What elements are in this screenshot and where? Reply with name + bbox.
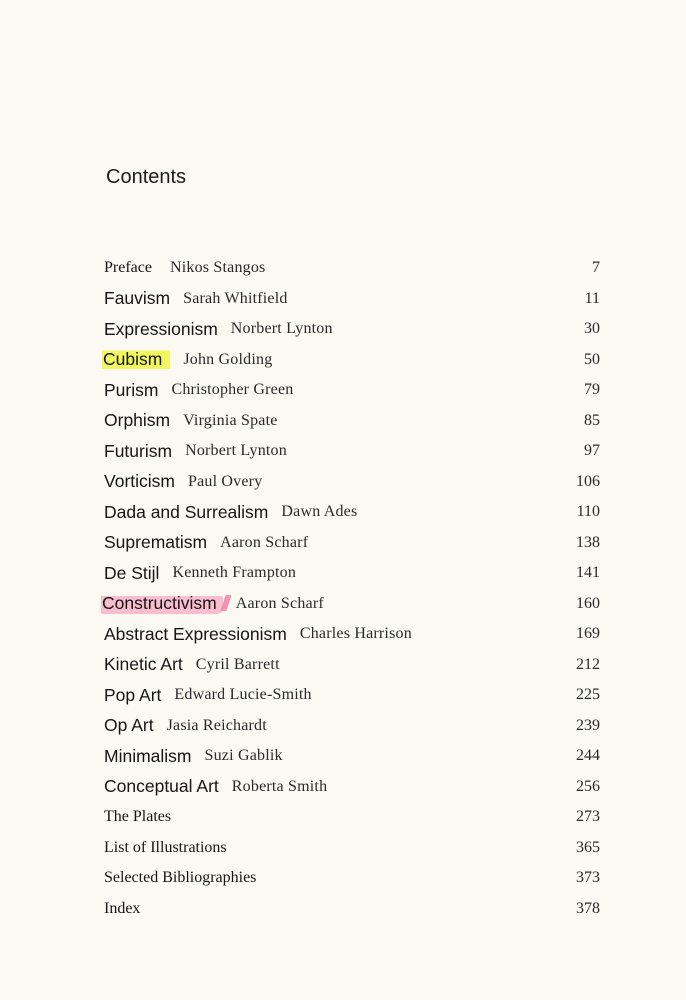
toc-entry-page-number: 378 (576, 899, 600, 917)
toc-entry-author: Dawn Ades (281, 503, 358, 521)
toc-entry (104, 253, 600, 284)
toc-entry-author: Nikos Stangos (169, 259, 266, 277)
toc-entry (104, 314, 600, 345)
toc-entry-title: Orphism (104, 410, 171, 431)
table-of-contents (104, 253, 600, 924)
toc-entry-author: Paul Overy (187, 472, 263, 490)
toc-entry-title: Futurism (104, 440, 173, 461)
toc-entry-author: Edward Lucie-Smith (174, 686, 312, 704)
toc-entry-page-number: 225 (576, 686, 600, 704)
toc-entry (104, 650, 600, 681)
toc-entry-title: Fauvism (104, 288, 171, 309)
toc-entry (104, 436, 600, 467)
toc-entry-page-number: 256 (576, 777, 600, 795)
toc-entry (104, 741, 600, 772)
toc-entry-title: Expressionism (104, 318, 218, 339)
toc-entry-title: The Plates (104, 808, 172, 826)
toc-entry-page-number: 30 (584, 320, 600, 338)
toc-entry (104, 680, 600, 711)
toc-entry-page-number: 244 (576, 747, 600, 765)
toc-entry-page-number: 239 (576, 716, 600, 734)
toc-entry (104, 802, 600, 833)
toc-entry-page-number: 11 (584, 289, 600, 307)
toc-entry (104, 711, 600, 742)
toc-entry-title: Minimalism (104, 745, 192, 766)
toc-entry-title: Kinetic Art (104, 654, 183, 675)
toc-entry-author: John Golding (183, 350, 273, 368)
toc-entry-page-number: 365 (576, 838, 600, 856)
toc-entry-title: Conceptual Art (104, 776, 219, 797)
toc-entry-title: De Stijl (104, 562, 160, 583)
highlighter-mark (220, 595, 231, 611)
toc-entry-page-number: 79 (584, 381, 600, 399)
toc-entry (104, 284, 600, 315)
toc-entry-title: List of Illustrations (104, 838, 227, 856)
toc-entry (104, 375, 600, 406)
toc-entry-title: Selected Bibliographies (104, 869, 257, 887)
toc-entry (104, 497, 600, 528)
toc-entry-title: Preface (104, 259, 152, 277)
toc-entry-title: Purism (104, 379, 159, 400)
toc-entry (104, 467, 600, 498)
toc-entry-page-number: 85 (584, 411, 600, 429)
toc-entry-author: Suzi Gablik (204, 747, 283, 765)
toc-entry (104, 619, 600, 650)
page-title: Contents (106, 166, 187, 188)
toc-entry-author: Jasia Reichardt (166, 716, 267, 734)
toc-entry (104, 406, 600, 437)
toc-entry-page-number: 273 (576, 808, 600, 826)
toc-entry-author: Cyril Barrett (195, 655, 280, 673)
toc-entry-author: Norbert Lynton (185, 442, 287, 460)
toc-entry-author: Charles Harrison (299, 625, 412, 643)
toc-entry-page-number: 373 (576, 869, 600, 887)
toc-entry-author: Sarah Whitfield (183, 289, 288, 307)
toc-entry-page-number: 169 (576, 625, 600, 643)
toc-entry-author: Roberta Smith (231, 777, 328, 795)
toc-entry (104, 528, 600, 559)
toc-entry (104, 833, 600, 864)
toc-entry-author: Kenneth Frampton (172, 564, 297, 582)
toc-entry-page-number: 160 (576, 594, 600, 612)
toc-entry-author: Norbert Lynton (230, 320, 333, 338)
toc-entry (104, 345, 600, 376)
toc-entry-author: Virginia Spate (183, 411, 278, 429)
toc-entry-title-highlighted: Cubism (102, 349, 170, 370)
toc-entry-page-number: 212 (576, 655, 600, 673)
toc-entry-title: Pop Art (104, 684, 162, 705)
toc-entry-title-highlighted: Constructivism (101, 593, 223, 614)
toc-entry-title: Abstract Expressionism (104, 623, 287, 644)
toc-entry-page-number: 141 (576, 564, 600, 582)
toc-entry-page-number: 97 (584, 442, 600, 460)
toc-entry-page-number: 138 (576, 533, 600, 551)
toc-entry-author: Aaron Scharf (235, 594, 324, 612)
toc-entry-page-number: 50 (584, 350, 600, 368)
toc-entry-page-number: 7 (592, 259, 600, 277)
toc-entry-title: Op Art (104, 715, 154, 736)
toc-entry-page-number: 106 (576, 472, 600, 490)
toc-entry-title: Suprematism (104, 532, 208, 553)
toc-entry (104, 772, 600, 803)
toc-entry (104, 589, 600, 620)
toc-entry-author: Aaron Scharf (220, 533, 309, 551)
toc-entry (104, 863, 600, 894)
toc-entry-title: Vorticism (104, 471, 175, 492)
toc-entry-author: Christopher Green (171, 381, 294, 399)
toc-entry-page-number: 110 (576, 503, 600, 521)
toc-entry (104, 558, 600, 589)
toc-entry-title: Dada and Surrealism (104, 501, 269, 522)
toc-entry-title: Index (104, 899, 141, 917)
toc-entry (104, 894, 600, 925)
